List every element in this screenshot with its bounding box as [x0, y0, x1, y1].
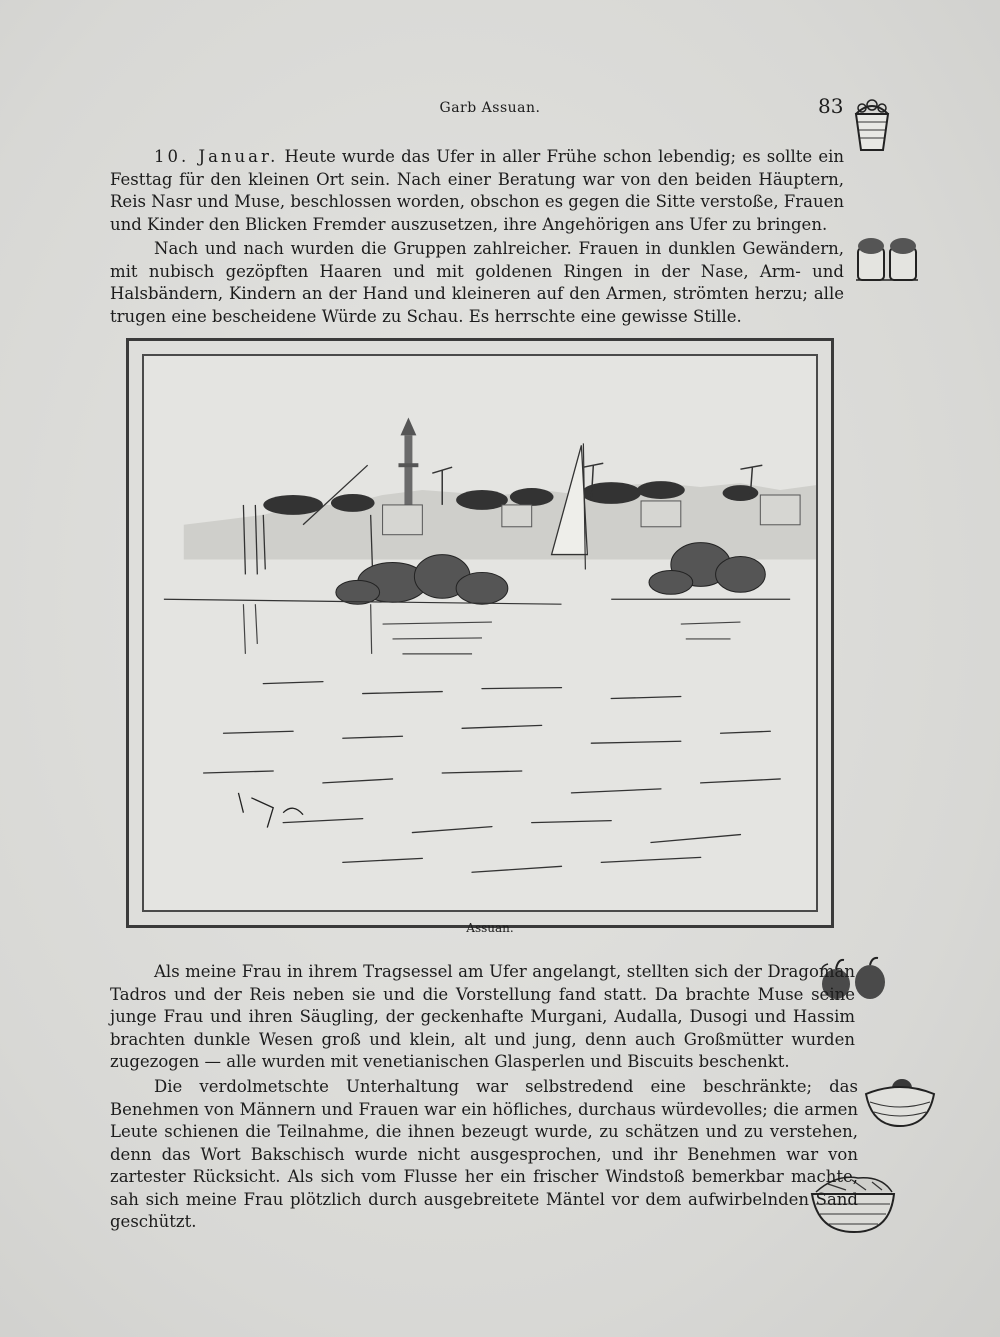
- paragraph-groups: [110, 238, 844, 328]
- paragraph-text: Heute wurde das Ufer in aller Frühe schon lebendig; es sollte ein Festtag für den kleinen Ort sein. Nach einer Beratung war von den beiden Häuptern, Reis Nasr und Muse, beschlossen worden, obschon es gegen die Sitte verstoße, Frauen und Kinder den Blicken Fremder auszusetzen, ihre Angehörigen ans Ufer zu bringen.: [110, 147, 845, 234]
- bowl-vignette-icon: [862, 1068, 938, 1130]
- paragraph-presentation: [110, 961, 855, 1074]
- page-number: 83: [818, 94, 844, 118]
- date-lead: 10. Januar.: [154, 147, 279, 166]
- paragraph-january: [110, 146, 844, 236]
- illustration-frame: [126, 338, 834, 928]
- paragraph-text: Nach und nach wurden die Gruppen zahlreicher. Frauen in dunklen Gewändern, mit nubisch gezöpften Haaren und mit goldenen Ringen in der Nase, Arm- und Halsbändern, Kindern an der Hand und kleineren auf den Armen, strömten herzu; alle trugen eine bescheidene Würde zu Schau. Es herrschte eine gewisse Stille.: [110, 239, 844, 326]
- running-title: Garb Assuan.: [439, 100, 541, 116]
- river-scene-engraving: [144, 356, 816, 910]
- paragraph-conversation: [110, 1076, 858, 1234]
- illustration-assuan: [142, 354, 818, 912]
- basket-vignette-icon: [850, 96, 894, 154]
- figure-caption: Assuan.: [466, 921, 514, 935]
- pots-vignette-icon: [852, 234, 922, 284]
- paragraph-text: Als meine Frau in ihrem Tragsessel am Ufer angelangt, stellten sich der Dragoman Tadros und der Reis neben sie und die Vorstellung fand statt. Da brachte Muse seine junge Frau und ihren Säugling, der geckenhafte Murgani, Audalla, Dusogi und Hassim brachten dunkle Wesen groß und klein, alt und jung, denn auch Großmütter wurden zugezogen — alle wurden mit venetianischen Glasperlen und Biscuits beschenkt.: [110, 962, 855, 1071]
- paragraph-text: Die verdolmetschte Unterhaltung war selbstredend eine beschränkte; das Benehmen von Männern und Frauen war ein höfliches, durchaus würdevolles; die armen Leute schienen die Teilnahme, die ihnen bezeugt wurde, zu schätzen und zu verstehen, denn das Wort Bakschisch wurde nicht ausgesprochen, und ihr Benehmen war von zartester Rücksicht. Als sich vom Flusse her ein frischer Windstoß bemerkbar machte, sah sich meine Frau plötzlich durch ausgebreitete Mäntel vor dem aufwirbelnden Sand geschützt.: [110, 1077, 858, 1231]
